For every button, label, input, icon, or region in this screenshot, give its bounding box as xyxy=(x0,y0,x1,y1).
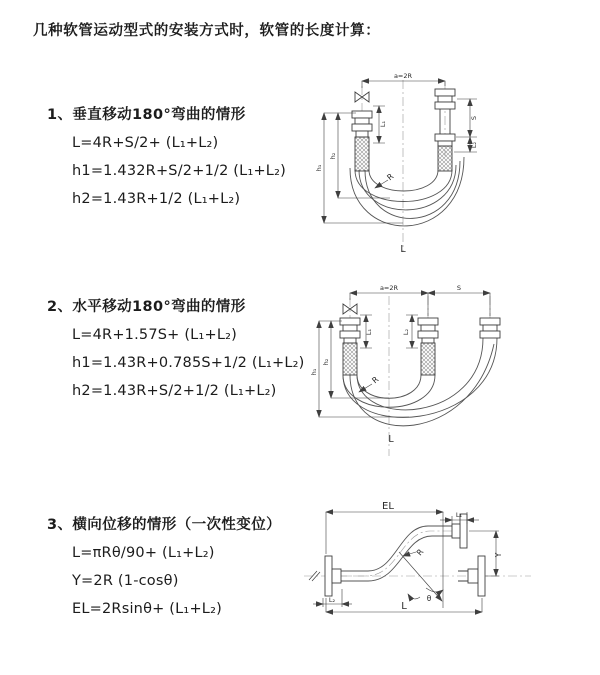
span-label: a=2R xyxy=(393,72,413,80)
length-label: L xyxy=(400,244,406,255)
formula-row: h2=1.43R+S/2+1/2 (L₁+L₂) xyxy=(72,383,277,399)
radius-label: R xyxy=(370,374,381,386)
section-lateral-displacement xyxy=(47,513,281,623)
formula-row: h1=1.43R+0.785S+1/2 (L₁+L₂) xyxy=(72,355,305,371)
left-end-fitting xyxy=(352,111,372,171)
middle-end-fitting xyxy=(418,318,438,375)
radius-label: R xyxy=(414,547,426,558)
diagram-horizontal-180-bend xyxy=(304,280,528,462)
raised-flange xyxy=(452,514,467,548)
dimension-labels xyxy=(315,72,478,255)
h2-label: h₂ xyxy=(322,358,330,366)
dimension-labels xyxy=(329,501,503,612)
section-heading: 1、垂直移动180°弯曲的情形 xyxy=(47,107,246,123)
formula-row: L=πRθ/90+ (L₁+L₂) xyxy=(72,545,215,561)
theta-label: θ xyxy=(426,594,432,603)
right-end-fitting xyxy=(480,318,500,338)
formula-row: L=4R+S/2+ (L₁+L₂) xyxy=(72,135,219,151)
formula-row: h2=1.43R+1/2 (L₁+L₂) xyxy=(72,191,241,207)
section-heading: 3、横向位移的情形（一次性变位） xyxy=(47,517,281,533)
section-horizontal-movement xyxy=(47,295,305,405)
diagram-vertical-180-bend xyxy=(312,66,522,258)
formula-row: h1=1.432R+S/2+1/2 (L₁+L₂) xyxy=(72,163,286,179)
l1-label: L₁ xyxy=(379,120,387,128)
length-label: L xyxy=(388,434,394,445)
dimension-lines xyxy=(313,512,499,612)
s-label: S xyxy=(456,284,462,292)
el-label: EL xyxy=(382,501,394,512)
l1-label: L₁ xyxy=(365,328,373,336)
hose-curves xyxy=(343,338,497,426)
left-flange xyxy=(325,556,341,596)
radius-label: R xyxy=(385,171,396,183)
h2-label: h₂ xyxy=(329,152,337,160)
section-heading: 2、水平移动180°弯曲的情形 xyxy=(47,299,246,315)
formula-row: Y=2R (1-cosθ) xyxy=(72,573,179,589)
length-label: L xyxy=(401,601,407,612)
h1-label: h₁ xyxy=(310,368,318,376)
formula-list xyxy=(72,129,286,213)
page-title: 几种软管运动型式的安装方式时，软管的长度计算： xyxy=(33,23,381,39)
dimension-labels xyxy=(310,284,461,445)
h1-label: h₁ xyxy=(315,164,323,172)
l1-label: L₁ xyxy=(455,511,463,519)
formula-list xyxy=(72,539,281,623)
l2-label: L₂ xyxy=(402,328,410,336)
diagram-lateral-displacement xyxy=(296,494,544,656)
y-label: Y xyxy=(494,552,503,558)
formula-row: EL=2Rsinθ+ (L₁+L₂) xyxy=(72,601,222,617)
l2-label: L₂ xyxy=(328,596,336,604)
hose-curves xyxy=(341,526,452,581)
formula-list xyxy=(72,321,305,405)
s-label: S xyxy=(470,115,478,121)
left-end-fitting xyxy=(340,318,360,375)
section-vertical-movement xyxy=(47,103,286,213)
formula-row: L=4R+1.57S+ (L₁+L₂) xyxy=(72,327,237,343)
span-label: a=2R xyxy=(379,284,399,292)
l2-label: L₂ xyxy=(470,141,478,149)
